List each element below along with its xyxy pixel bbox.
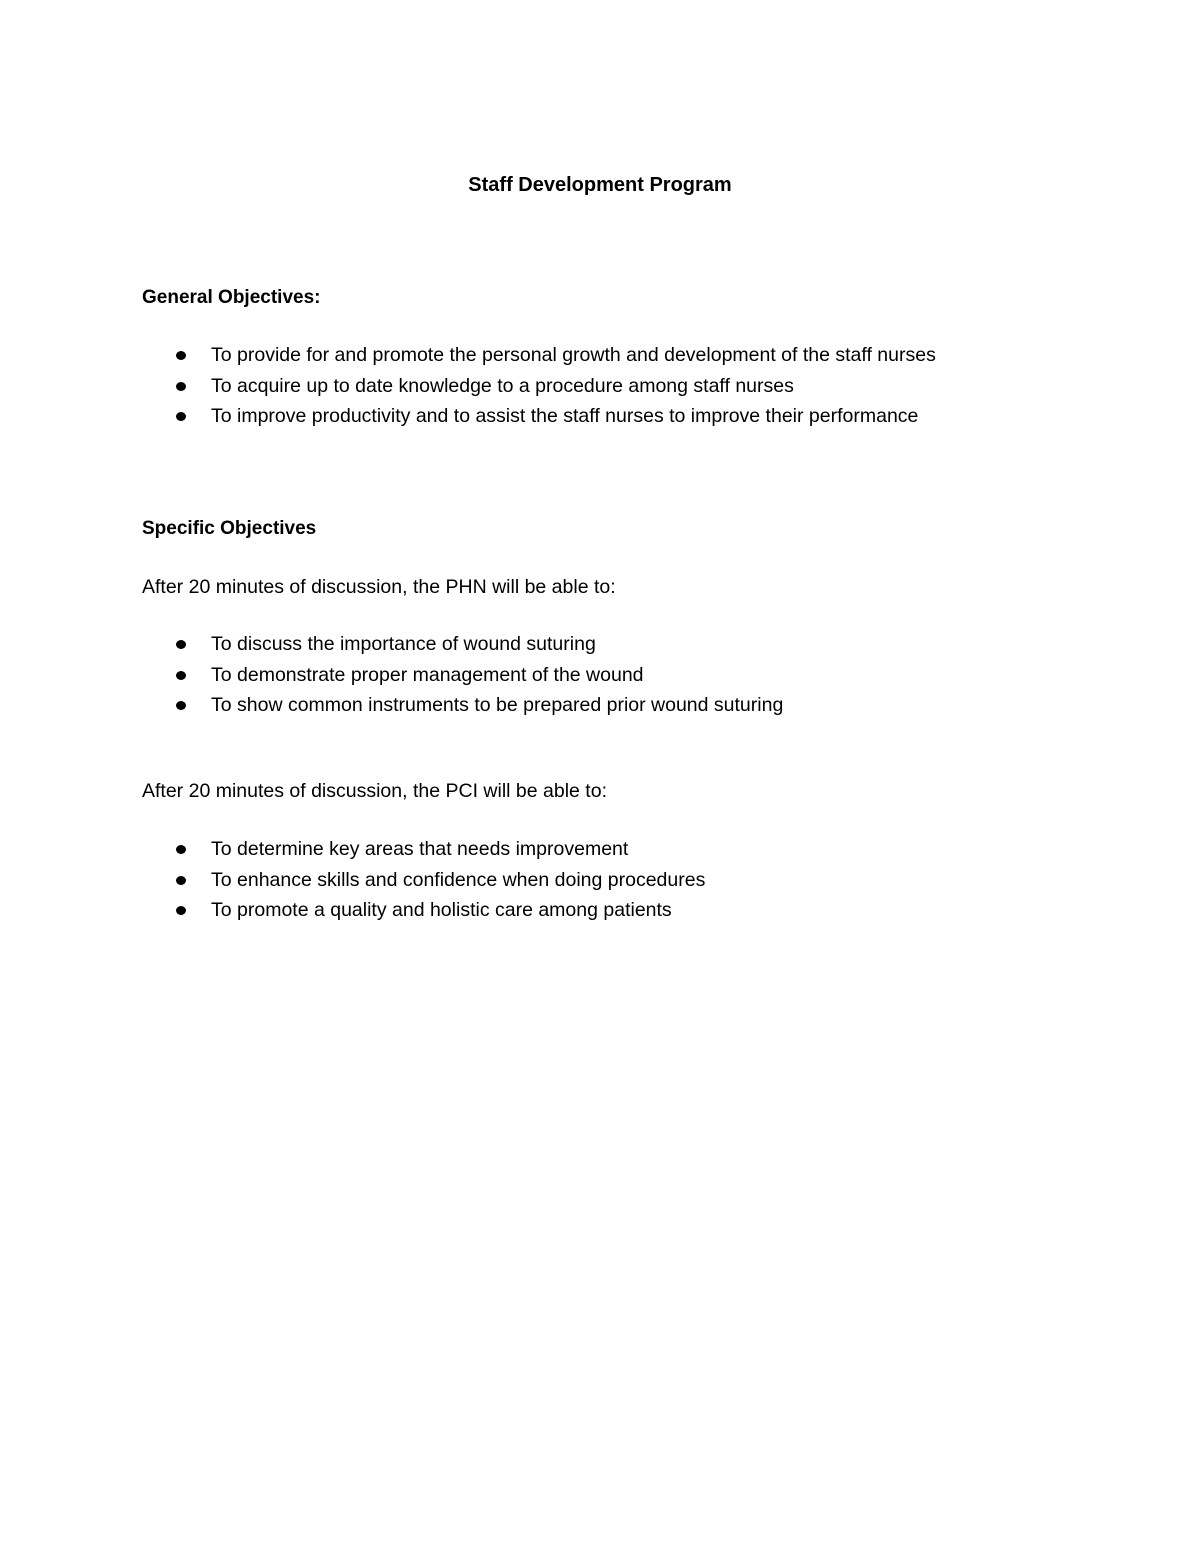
phn-intro-paragraph: After 20 minutes of discussion, the PHN will be able to:	[142, 576, 616, 598]
general-objectives-heading: General Objectives:	[142, 287, 321, 308]
bullet-icon	[176, 701, 186, 710]
bullet-icon	[176, 876, 186, 885]
list-item-text: To determine key areas that needs improvement	[211, 838, 629, 860]
bullet-icon	[176, 671, 186, 680]
document-title: Staff Development Program	[468, 174, 732, 196]
list-item-text: To improve productivity and to assist the staff nurses to improve their performance	[211, 405, 919, 427]
list-item-text: To acquire up to date knowledge to a procedure among staff nurses	[211, 374, 794, 397]
list-item-text: To provide for and promote the personal growth and development of the staff nurses	[211, 344, 936, 366]
list-item-text: To demonstrate proper management of the wound	[211, 663, 644, 686]
list-item-text: To promote a quality and holistic care among patients	[211, 899, 672, 921]
bullet-icon	[176, 412, 186, 421]
bullet-icon	[176, 640, 186, 649]
pci-intro-paragraph: After 20 minutes of discussion, the PCI will be able to:	[142, 780, 607, 802]
bullet-icon	[176, 382, 186, 391]
list-item-text: To enhance skills and confidence when doing procedures	[211, 868, 706, 891]
bullet-icon	[176, 906, 186, 915]
bullet-icon	[176, 351, 186, 360]
specific-objectives-heading: Specific Objectives	[142, 518, 317, 539]
list-item-text: To show common instruments to be prepared prior wound suturing	[211, 694, 784, 716]
bullet-icon	[176, 845, 186, 854]
list-item-text: To discuss the importance of wound suturing	[211, 633, 596, 655]
